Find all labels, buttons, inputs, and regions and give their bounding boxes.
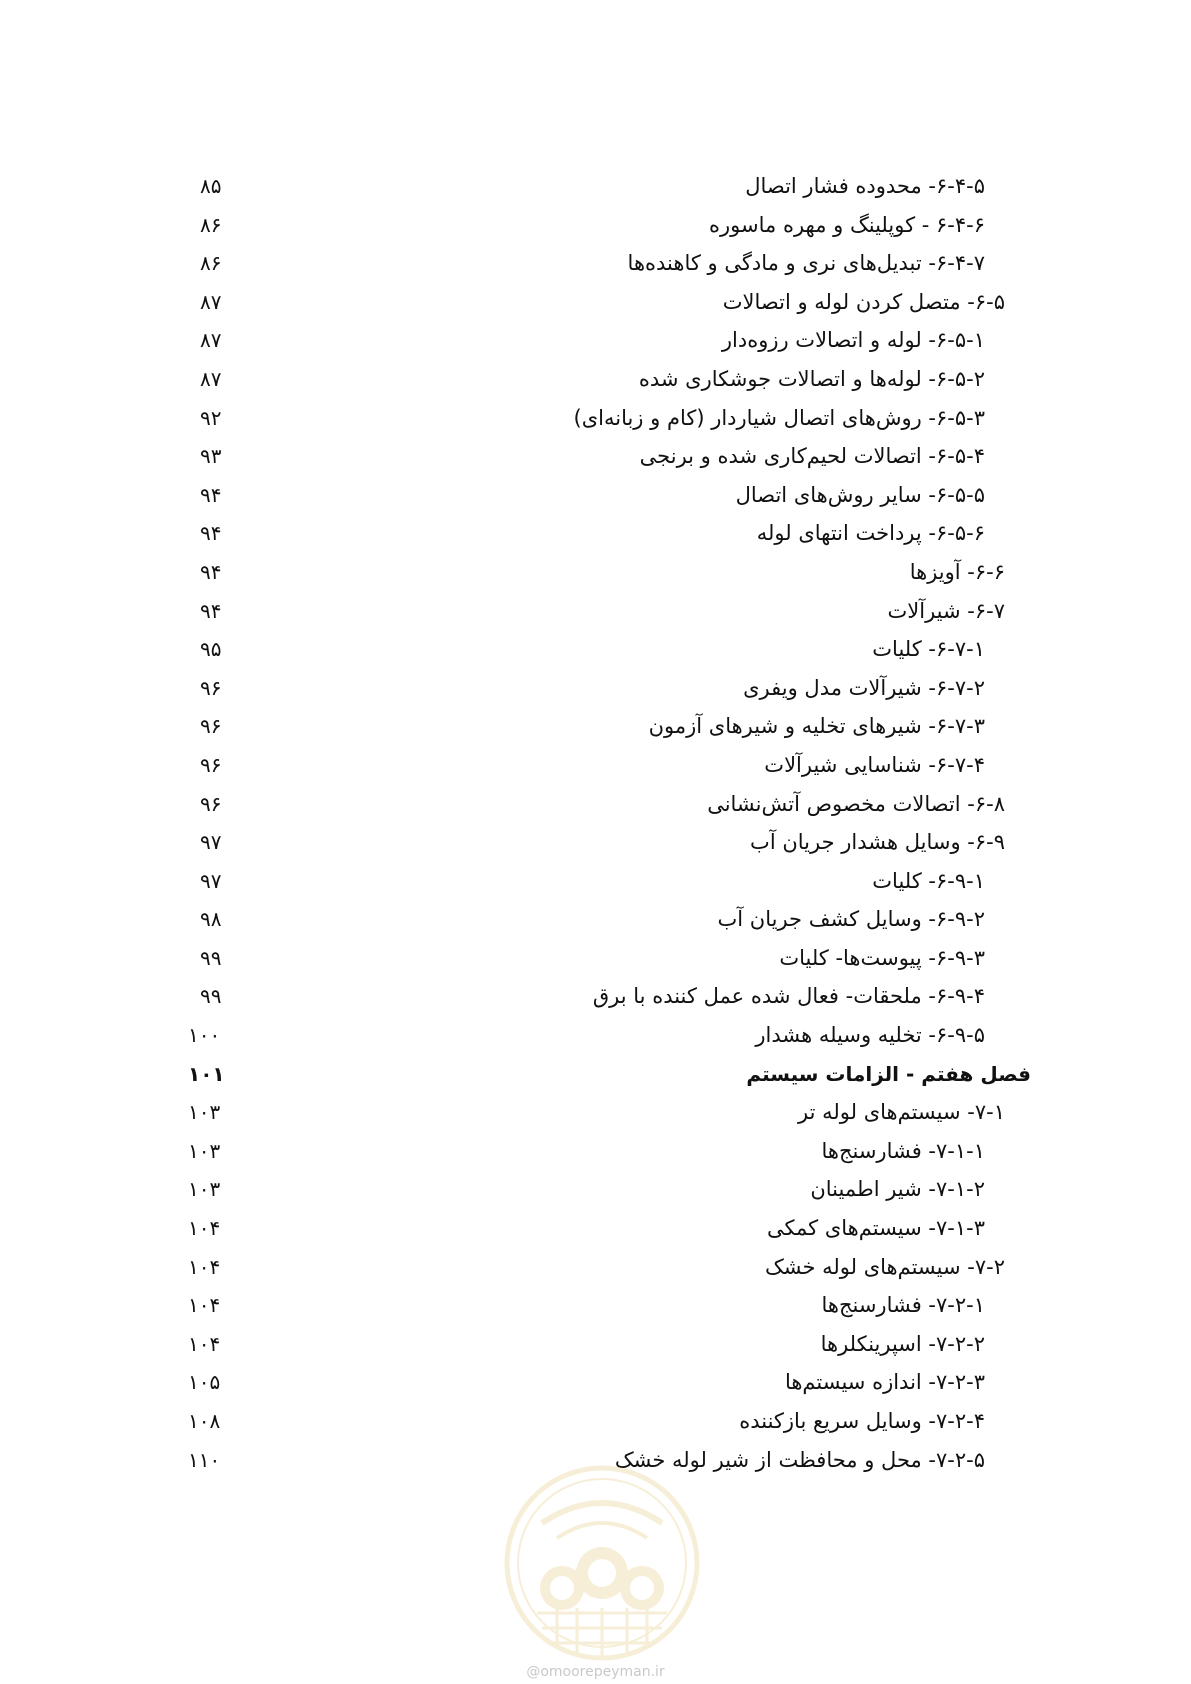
toc-entry — [0, 480, 1191, 519]
toc-entry-title: ۷-۱- سیستم‌های لوله تر — [798, 1100, 1005, 1125]
toc-entry-title: ۶-۹-۵- تخلیه وسیله هشدار — [755, 1023, 985, 1048]
toc-page-number: ۹۴ — [200, 521, 222, 546]
toc-entry-title: ۶-۹-۴- ملحقات- فعال شده عمل کننده با برق — [592, 984, 985, 1009]
toc-entry — [0, 827, 1191, 866]
toc-page-number: ۱۰۳ — [188, 1100, 221, 1125]
toc-entry-title: ۶-۷-۳- شیرهای تخلیه و شیرهای آزمون — [648, 714, 985, 739]
toc-entry — [0, 1367, 1191, 1406]
table-of-contents — [0, 171, 1191, 1483]
toc-page-number: ۹۴ — [200, 598, 222, 623]
toc-entry-title: ۶-۷-۱- کلیات — [872, 637, 985, 662]
toc-entry-title: ۶-۵-۲- لوله‌ها و اتصالات جوشکاری شده — [638, 366, 985, 391]
toc-page-number: ۹۴ — [200, 482, 222, 507]
toc-entry — [0, 441, 1191, 480]
toc-entry — [0, 1213, 1191, 1252]
toc-entry-title: ۷-۲-۱- فشارسنج‌ها — [821, 1293, 985, 1318]
toc-entry-title: ۷-۱-۳- سیستم‌های کمکی — [766, 1216, 985, 1241]
toc-entry-title: ۶-۷-۴- شناسایی شیرآلات — [764, 752, 985, 777]
toc-entry — [0, 1097, 1191, 1136]
toc-entry-title: ۷-۲-۴- وسایل سریع بازکننده — [739, 1409, 985, 1433]
toc-entry-title: ۶-۵-۵- سایر روش‌های اتصال — [735, 482, 985, 507]
toc-entry-title: ۶-۹-۲- وسایل کشف جریان آب — [717, 907, 985, 932]
toc-entry — [0, 1252, 1191, 1291]
toc-page-number: ۱۰۳ — [188, 1138, 221, 1163]
toc-page-number: ۸۵ — [200, 174, 222, 198]
toc-page-number: ۸۷ — [200, 328, 222, 353]
toc-page-number: ۱۱۰ — [188, 1447, 221, 1472]
toc-entry — [0, 1329, 1191, 1368]
toc-page-number: ۸۶ — [200, 251, 222, 276]
toc-page-number: ۸۶ — [200, 212, 222, 237]
toc-entry — [0, 904, 1191, 943]
toc-page-number: ۹۶ — [200, 791, 222, 816]
toc-page-number: ۹۵ — [200, 637, 222, 662]
toc-page-number: ۹۳ — [200, 444, 222, 469]
toc-entry — [0, 171, 1191, 210]
toc-entry — [0, 1174, 1191, 1213]
toc-page-number: ۹۹ — [200, 945, 222, 970]
toc-page-number: ۹۹ — [200, 984, 222, 1009]
toc-entry-title: ۶-۶- آویزها — [909, 559, 1005, 584]
toc-entry — [0, 789, 1191, 828]
toc-page-number: ۹۷ — [200, 830, 222, 855]
toc-entry-title: ۷-۱-۱- فشارسنج‌ها — [821, 1138, 985, 1163]
toc-page-number: ۸۷ — [200, 289, 222, 314]
toc-page-number: ۹۶ — [200, 714, 222, 739]
toc-entry-title: ۶-۵-۶- پرداخت انتهای لوله — [756, 521, 985, 546]
toc-entry-title: ۶-۴-۶ - کوپلینگ و مهره ماسوره — [709, 212, 985, 237]
toc-entry — [0, 1406, 1191, 1445]
toc-page-number: ۱۰۵ — [188, 1370, 221, 1395]
toc-entry-title: ۶-۵- متصل کردن لوله و اتصالات — [722, 289, 1005, 314]
toc-entry-title: ۶-۷-۲- شیرآلات مدل ویفری — [743, 675, 985, 700]
watermark-logo — [502, 1463, 702, 1663]
toc-entry-title: ۷-۲-۵- محل و محافظت از شیر لوله خشک — [614, 1447, 985, 1472]
toc-entry — [0, 403, 1191, 442]
watermark-url: @omoorepeyman.ir — [526, 1664, 665, 1680]
toc-entry — [0, 750, 1191, 789]
toc-entry-title: ۶-۵-۱- لوله و اتصالات رزوه‌دار — [721, 328, 985, 353]
toc-entry — [0, 557, 1191, 596]
toc-page-number: ۱۰۴ — [188, 1293, 221, 1318]
toc-entry-title: ۶-۹- وسایل هشدار جریان آب — [750, 830, 1005, 855]
toc-entry — [0, 325, 1191, 364]
toc-page-number: ۹۴ — [200, 559, 222, 584]
toc-entry — [0, 711, 1191, 750]
toc-entry — [0, 1290, 1191, 1329]
toc-page-number: ۱۰۱ — [188, 1061, 225, 1086]
toc-entry — [0, 943, 1191, 982]
toc-entry-title: ۷-۲-۲- اسپرینکلرها — [820, 1331, 985, 1356]
toc-entry — [0, 866, 1191, 905]
toc-entry — [0, 1020, 1191, 1059]
toc-entry — [0, 634, 1191, 673]
toc-entry-title: ۶-۹-۱- کلیات — [872, 868, 985, 893]
toc-page-number: ۱۰۴ — [188, 1331, 221, 1356]
toc-entry — [0, 1059, 1191, 1098]
toc-entry — [0, 287, 1191, 326]
toc-entry — [0, 673, 1191, 712]
toc-page-number: ۱۰۴ — [188, 1216, 221, 1241]
toc-page-number: ۱۰۴ — [188, 1254, 221, 1279]
chapter-title: فصل هفتم - الزامات سیستم — [746, 1061, 1031, 1086]
toc-page-number: ۹۸ — [200, 907, 222, 932]
toc-entry — [0, 210, 1191, 249]
toc-entry — [0, 981, 1191, 1020]
toc-entry-title: ۶-۸- اتصالات مخصوص آتش‌نشانی — [707, 791, 1005, 816]
toc-entry-title: ۶-۵-۳- روش‌های اتصال شیاردار (کام و زبانه‌ای) — [573, 405, 985, 430]
toc-entry-title: ۷-۱-۲- شیر اطمینان — [810, 1177, 985, 1202]
toc-page-number: ۸۷ — [200, 366, 222, 391]
toc-entry-title: ۶-۹-۳- پیوست‌ها- کلیات — [779, 945, 985, 970]
toc-entry-title: ۶-۴-۵- محدوده فشار اتصال — [745, 174, 985, 198]
toc-entry-title: ۷-۲-۳- اندازه سیستم‌ها — [784, 1370, 985, 1395]
toc-entry — [0, 248, 1191, 287]
toc-page-number: ۹۶ — [200, 752, 222, 777]
toc-entry-title: ۶-۴-۷- تبدیل‌های نری و مادگی و کاهنده‌ها — [627, 251, 985, 276]
toc-entry-title: ۶-۵-۴- اتصالات لحیم‌کاری شده و برنجی — [639, 444, 985, 469]
toc-page-number: ۱۰۸ — [188, 1409, 221, 1433]
toc-page-number: ۱۰۳ — [188, 1177, 221, 1202]
toc-entry — [0, 518, 1191, 557]
toc-page-number: ۱۰۰ — [188, 1023, 221, 1048]
toc-page-number: ۹۷ — [200, 868, 222, 893]
toc-entry — [0, 364, 1191, 403]
toc-entry — [0, 596, 1191, 635]
toc-entry — [0, 1136, 1191, 1175]
toc-entry-title: ۶-۷- شیرآلات — [887, 598, 1005, 623]
toc-page-number: ۹۲ — [200, 405, 222, 430]
toc-page-number: ۹۶ — [200, 675, 222, 700]
toc-entry-title: ۷-۲- سیستم‌های لوله خشک — [764, 1254, 1005, 1279]
